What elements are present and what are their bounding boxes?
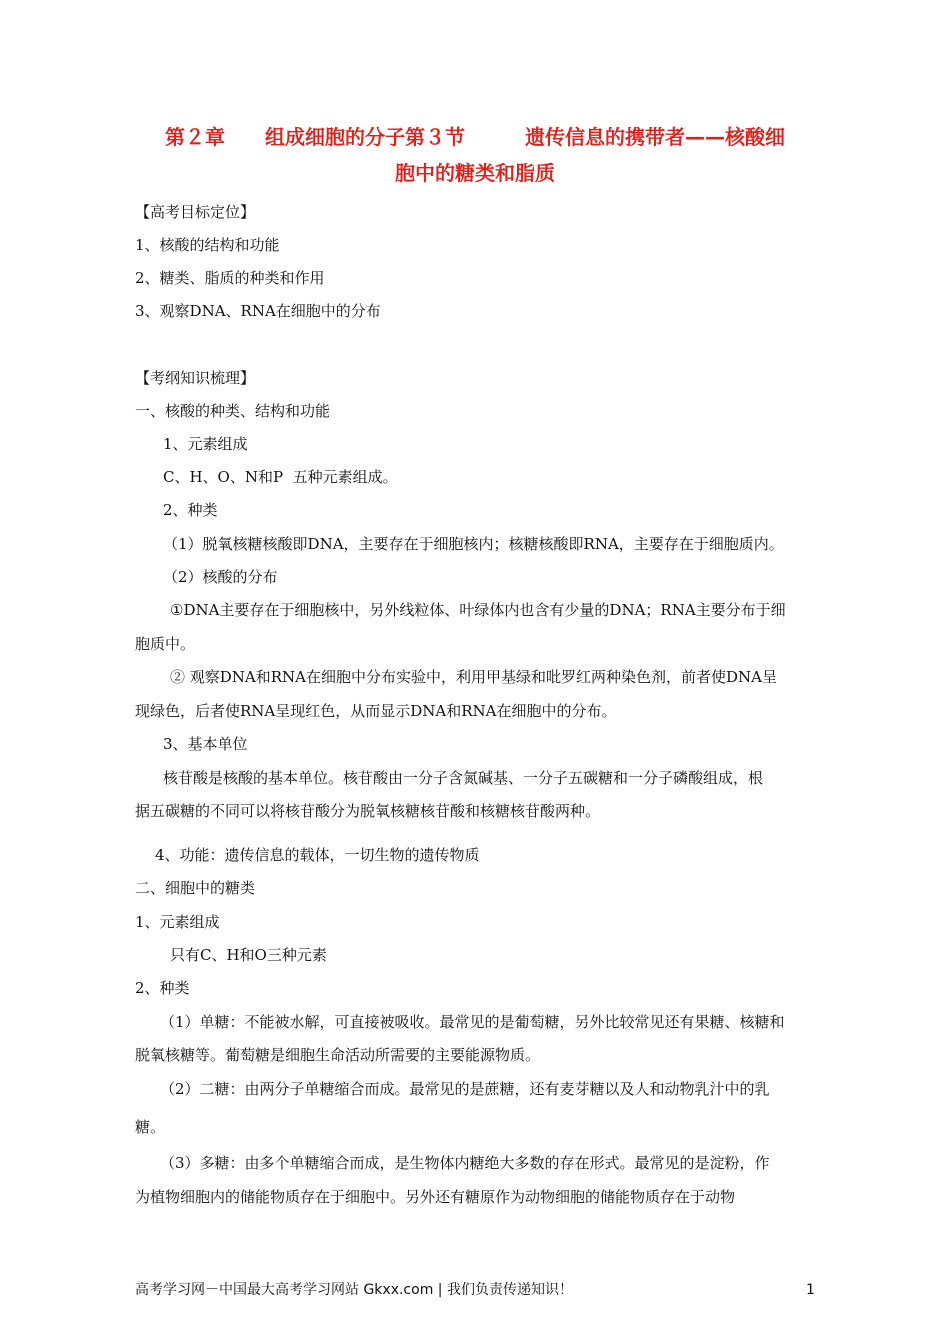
paragraph-line: 糖。 (135, 1118, 166, 1136)
paragraph-line: （1）单糖：不能被水解，可直接被吸收。最常见的是葡萄糖，另外比较常见还有果糖、核糖和 (160, 1013, 785, 1031)
paragraph-line: C、H、O、N和P 五种元素组成。 (163, 468, 398, 486)
title-line-1: 第２章 组成细胞的分子第３节 遗传信息的携带者——核酸细 (165, 125, 785, 149)
outline-heading: 【考纲知识梳理】 (135, 369, 256, 387)
paragraph-line: 为植物细胞内的储能物质存在于细胞中。另外还有糖原作为动物细胞的储能物质存在于动物 (135, 1188, 736, 1206)
paragraph-line: （3）多糖：由多个单糖缩合而成，是生物体内糖绝大多数的存在形式。最常见的是淀粉，作 (160, 1154, 770, 1172)
goal-item: 3、观察DNA、RNA在细胞中的分布 (135, 302, 381, 320)
goal-item: 2、糖类、脂质的种类和作用 (135, 269, 325, 287)
paragraph-line: ② 观察DNA和RNA在细胞中分布实验中，利用甲基绿和吡罗红两种染色剂，前者使DNA呈 (170, 668, 777, 686)
subsection-heading: 2、种类 (135, 979, 190, 997)
page-number: 1 (806, 1282, 815, 1298)
paragraph-line: 胞质中。 (135, 635, 196, 653)
section-heading: 二、细胞中的糖类 (135, 879, 256, 897)
paragraph-line: （1）脱氧核糖核酸即DNA，主要存在于细胞核内；核糖核酸即RNA，主要存在于细胞质内。 (163, 535, 784, 553)
title-line-2: 胞中的糖类和脂质 (395, 161, 555, 185)
subsection-heading: 1、元素组成 (163, 435, 248, 453)
section-heading: 一、核酸的种类、结构和功能 (135, 402, 331, 420)
subsection-heading: 3、基本单位 (163, 735, 248, 753)
subsection-heading: 1、元素组成 (135, 913, 220, 931)
footer-text: 高考学习网－中国最大高考学习网站 Gkxx.com | 我们负责传递知识！ (135, 1282, 573, 1298)
paragraph-line: ①DNA主要存在于细胞核中，另外线粒体、叶绿体内也含有少量的DNA；RNA主要分布于细 (170, 601, 786, 619)
paragraph-line: （2）二糖：由两分子单糖缩合而成。最常见的是蔗糖，还有麦芽糖以及人和动物乳汁中的乳 (160, 1080, 770, 1098)
paragraph-line: 只有C、H和O三种元素 (170, 946, 327, 964)
subsection-heading: 4、功能：遗传信息的载体，一切生物的遗传物质 (155, 846, 480, 864)
paragraph-line: 现绿色，后者使RNA呈现红色，从而显示DNA和RNA在细胞中的分布。 (135, 702, 617, 720)
goal-heading: 【高考目标定位】 (135, 203, 256, 221)
paragraph-line: 据五碳糖的不同可以将核苷酸分为脱氧核糖核苷酸和核糖核苷酸两种。 (135, 802, 601, 820)
goal-item: 1、核酸的结构和功能 (135, 236, 280, 254)
paragraph-line: 核苷酸是核酸的基本单位。核苷酸由一分子含氮碱基、一分子五碳糖和一分子磷酸组成，根 (163, 769, 764, 787)
paragraph-line: （2）核酸的分布 (163, 568, 278, 586)
subsection-heading: 2、种类 (163, 501, 218, 519)
paragraph-line: 脱氧核糖等。葡萄糖是细胞生命活动所需要的主要能源物质。 (135, 1046, 541, 1064)
